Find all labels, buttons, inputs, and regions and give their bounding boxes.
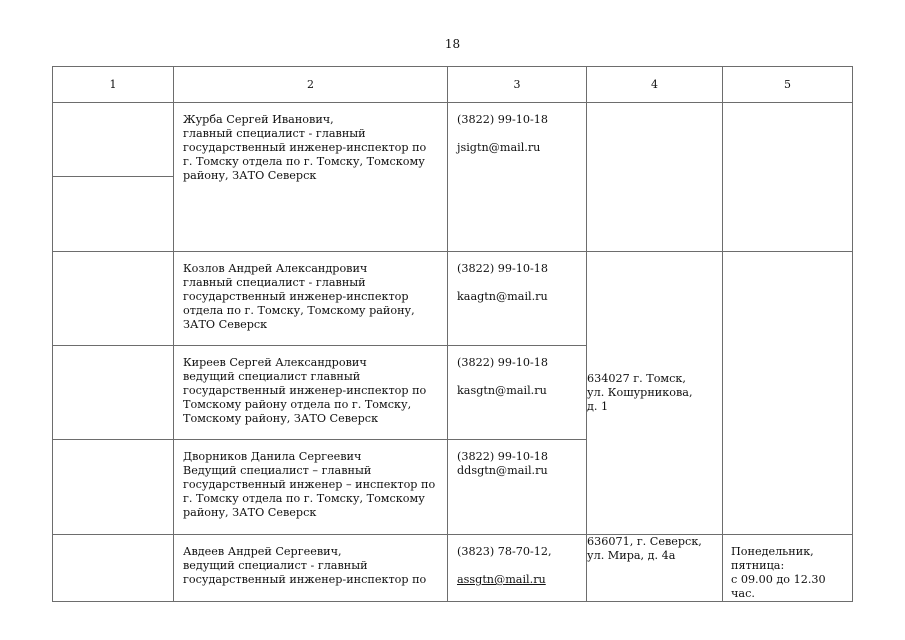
person-cell <box>174 535 448 602</box>
column-header-3: 3 <box>448 67 587 103</box>
email-text: kaagtn@mail.ru <box>457 290 548 303</box>
person-text: Журба Сергей Иванович, главный специалист - главный государственный инженер-инспектор по г. Томску отдела по г. Томску, Томскому району, ЗАТО Северск <box>183 113 427 182</box>
email-text: jsigtn@mail.ru <box>457 141 541 154</box>
table-header-row <box>53 67 853 103</box>
phone-text: (3822) 99-10-18 <box>457 450 549 463</box>
row-number-cell <box>53 535 174 602</box>
person-text: Дворников Данила Сергеевич Ведущий специалист – главный государственный инженер – инспектор по г. Томску отдела по г. Томску, Томскому району, ЗАТО Северск <box>183 450 436 519</box>
phone-text: (3822) 99-10-18 <box>457 262 549 275</box>
person-text: Авдеев Андрей Сергеевич, ведущий специалист - главный государственный инженер-инспектор по <box>183 545 427 586</box>
person-cell <box>174 440 448 535</box>
contact-cell <box>448 440 587 535</box>
column-header-4: 4 <box>587 67 723 103</box>
phone-text: (3822) 99-10-18 <box>457 356 549 369</box>
address-text: 636071, г. Северск, ул. Мира, д. 4а <box>587 535 702 562</box>
phone-text: (3823) 78-70-12, <box>457 545 552 558</box>
contact-cell <box>448 346 587 440</box>
row-number-cell <box>53 346 174 440</box>
address-cell <box>587 535 723 602</box>
address-text: 634027 г. Томск, ул. Кошурникова, д. 1 <box>587 372 693 413</box>
column-header-2: 2 <box>174 67 448 103</box>
row-number-cell <box>53 252 174 346</box>
column-header-5: 5 <box>723 67 853 103</box>
address-cell <box>587 103 723 252</box>
page-number: 18 <box>444 37 461 51</box>
row-number-cell <box>53 103 174 177</box>
hours-text: Понедельник, пятница: с 09.00 до 12.30 час. <box>731 545 826 600</box>
contacts-table <box>52 66 853 602</box>
table-row <box>53 252 853 346</box>
contact-cell <box>448 535 587 602</box>
email-text: kasgtn@mail.ru <box>457 384 547 397</box>
contact-cell <box>448 103 587 252</box>
person-text: Киреев Сергей Александрович ведущий специалист главный государственный инженер-инспектор по Томскому району отдела по г. Томску, Томскому району, ЗАТО Северск <box>183 356 427 425</box>
email-link[interactable]: assgtn@mail.ru <box>457 573 546 586</box>
person-cell <box>174 252 448 346</box>
table-row <box>53 535 853 602</box>
table-row <box>53 103 853 177</box>
person-text: Козлов Андрей Александрович главный специалист - главный государственный инженер-инспектор отдела по г. Томску, Томскому району, ЗАТО Северск <box>183 262 415 331</box>
column-header-1: 1 <box>53 67 174 103</box>
hours-cell <box>723 103 853 252</box>
address-cell <box>587 252 723 535</box>
hours-cell <box>723 535 853 602</box>
phone-text: (3822) 99-10-18 <box>457 113 549 126</box>
person-cell <box>174 103 448 252</box>
row-number-cell <box>53 177 174 252</box>
hours-cell <box>723 252 853 535</box>
contact-cell <box>448 252 587 346</box>
row-number-cell <box>53 440 174 535</box>
person-cell <box>174 346 448 440</box>
email-text: ddsgtn@mail.ru <box>457 464 548 477</box>
